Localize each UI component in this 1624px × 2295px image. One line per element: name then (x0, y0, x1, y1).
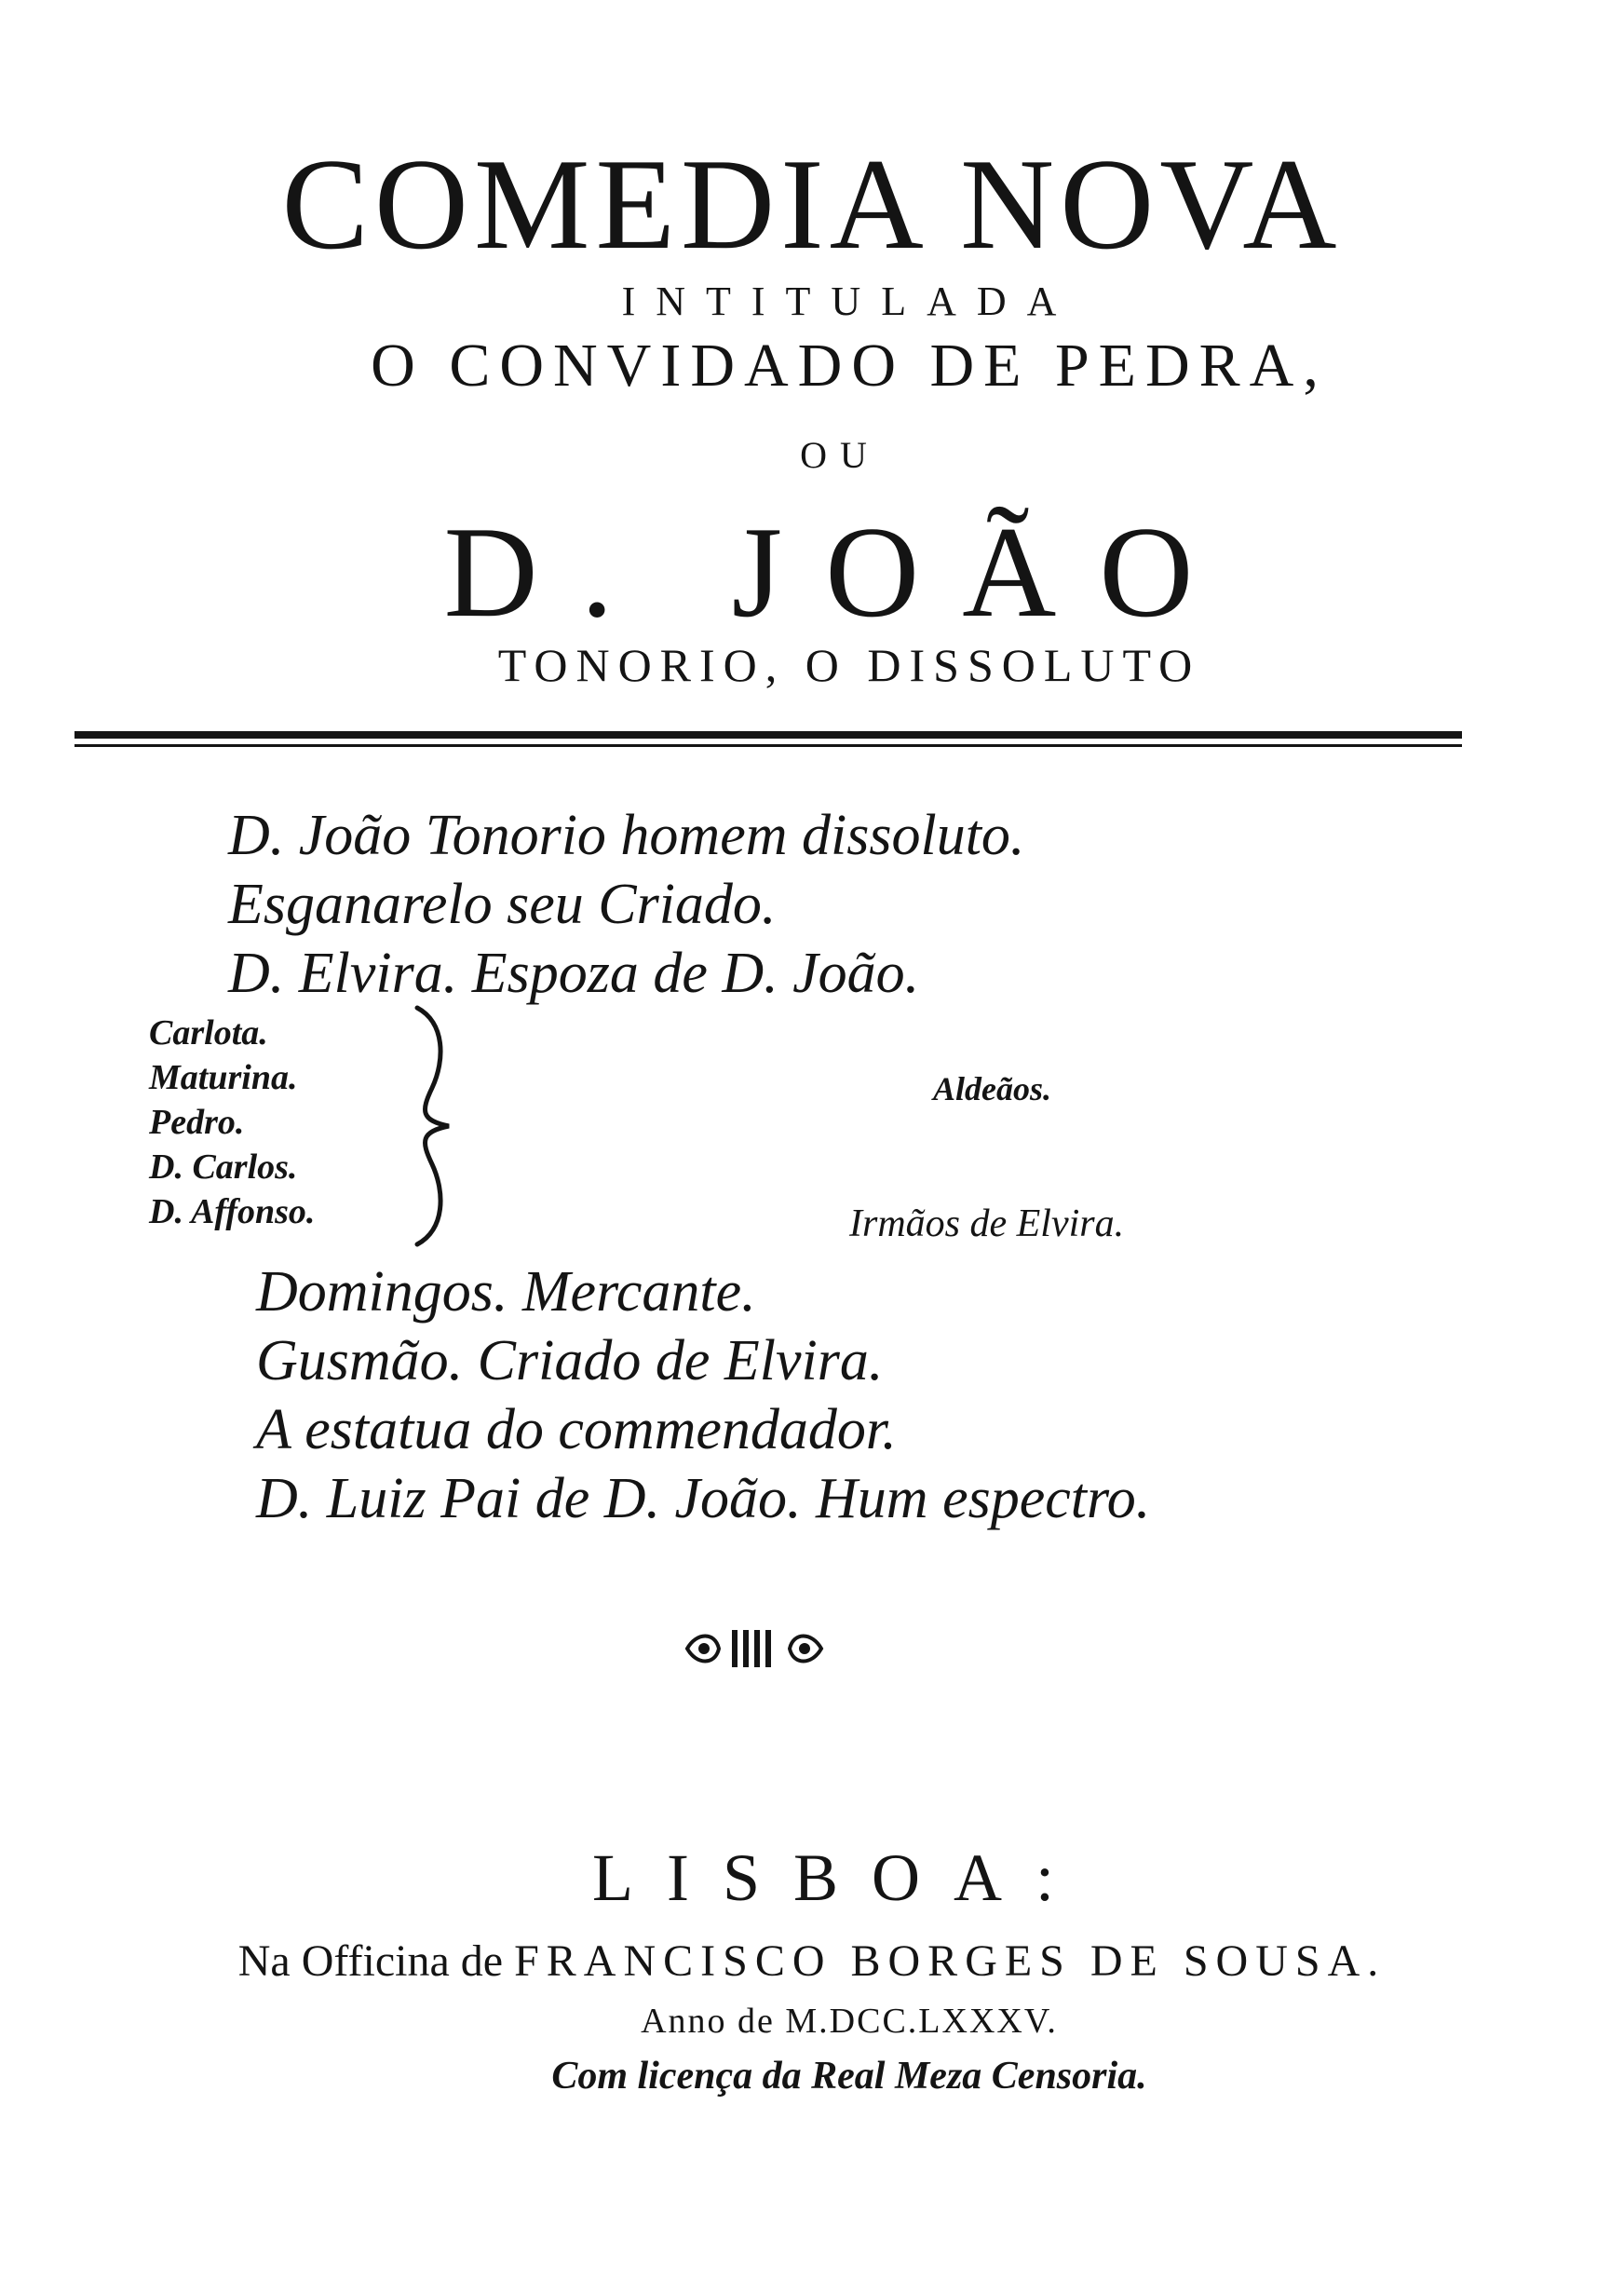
cast-list-principal (228, 801, 1024, 1008)
double-rule-divider (74, 731, 1462, 752)
rule-thick (74, 731, 1462, 739)
cast-entry: D. João Tonorio homem dissoluto. (228, 804, 1025, 867)
rule-thin (74, 744, 1462, 747)
imprint-license: Com licença da Real Meza Censoria. (551, 2055, 1147, 2098)
printer-name: FRANCISCO BORGES DE SOUSA. (514, 1936, 1387, 1986)
cast-entry: Maturina. (149, 1058, 298, 1097)
cast-list-others (256, 1257, 1150, 1533)
cast-entry: D. Luiz Pai de D. João. Hum espectro. (256, 1467, 1151, 1530)
cast-entry: D. Affonso. (149, 1192, 316, 1231)
cast-entry: D. Elvira. Espoza de D. João. (228, 942, 920, 1005)
printer-prefix: Na Officina de (237, 1936, 504, 1986)
cast-entry: D. Carlos. (149, 1148, 298, 1187)
imprint-city: LISBOA: (591, 1840, 1089, 1915)
cast-entry: Esganarelo seu Criado. (228, 873, 777, 936)
curly-brace-icon (408, 1004, 464, 1248)
group-label-aldeaos: Aldeãos. (933, 1070, 1052, 1107)
cast-list-grouped (149, 1011, 315, 1234)
protagonist-epithet: TONORIO, O DISSOLUTO (497, 639, 1201, 691)
play-subtitle: O CONVIDADO DE PEDRA, (371, 332, 1328, 400)
cast-entry: Gusmão. Criado de Elvira. (256, 1329, 884, 1392)
ou-label: OU (800, 434, 880, 476)
cast-entry: Carlota. (149, 1013, 268, 1052)
imprint-printer (0, 1935, 1624, 1987)
cast-entry: A estatua do commendador. (256, 1398, 897, 1461)
cast-entry: Pedro. (149, 1103, 245, 1142)
printers-ornament-icon (680, 1621, 829, 1677)
imprint-year: Anno de M.DCC.LXXXV. (641, 2002, 1058, 2041)
intitulada-label: INTITULADA (621, 278, 1077, 324)
group-label-irmaos: Irmãos de Elvira. (849, 1202, 1125, 1245)
protagonist-name: D. JOÃO (443, 500, 1237, 645)
cast-entry: Domingos. Mercante. (256, 1260, 756, 1324)
main-title: COMEDIA NOVA (281, 132, 1343, 277)
